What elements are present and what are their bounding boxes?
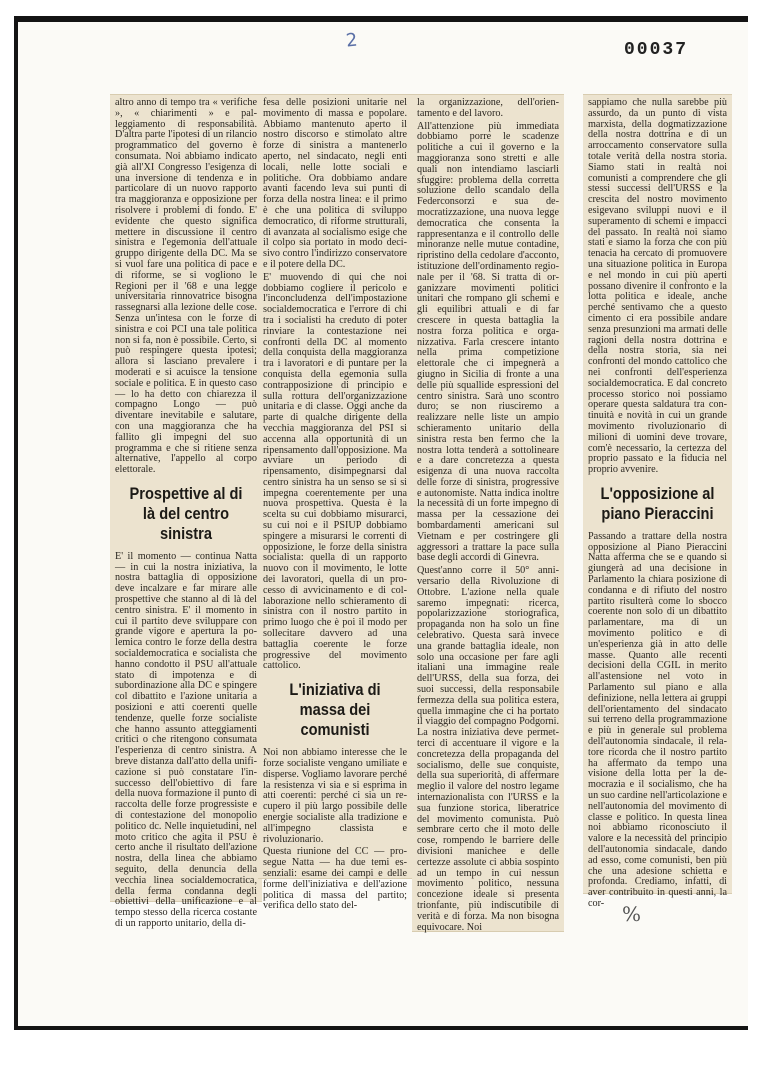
column-2-paragraph-2: E' muovendo di qui che noi dobbiamo cogliere il pericolo e l'inconcludenza dell'impostazione socialdemocratica e l'errore di chi tra i socialisti ha creduto di poter rinviare la contestazione nei confronti della DC al momento della conquista della maggioranza tra i lavoratori e di puntare per la conquista della egemonia sulla contrapposizione di principio e sulla rottura dell'organizzazione unitaria e di classe. Oggi anche da parte di qualche dirigente della vecchia maggioranza del PSI si accenna alla opportunità di un ripensamento dall'opposizione. Ma avviare un periodo di ripensamento, disimpegnarsi dal centro sinistra ha un senso se si si impegna coerentemente per una nuova prospettiva. Questa è la scelta su cui dobbiamo misurarci, su cui noi e il PSIUP dobbiamo spingere a misurarsi le correnti di opposizione, le forze della sinistra socialista: quella di un rapporto nuovo con il movimento, le lotte dei lavoratori, quella di un processo di avvicinamento e di collaborazione nello schieramento di sinistra con il nostro partito in primo luogo che è poi il modo per sollecitare davvero ad una battaglia coerente le forze progressive del movimento cattolico. [263,271,407,672]
column-3-paragraph-2: All'attenzione più immediata dobbiamo porre le scadenze politiche a cui il governo e la maggioranza sono stretti e alle quali non intendiamo lasciarli sfuggire: problema della corretta soluzione dello scandalo della Federconsorzi e sua democratizzazione, una nuova legge democratica che consenta la rappresentanza e il controllo delle minoranze nelle mutue contadine, ripristino della cedolare d'acconto, istituzione dell'ordinamento regionale per il '68. Si tratta di organizzare movimenti politici unitari che rompano gli schemi e gli equilibri attuali e di far crescere in questa battaglia la nostra forza politica e organizzativa. Farla crescere intanto nella prima competizione elettorale che ci impegnerà a giugno in Sicilia di fronte a una delle più squallide espressioni del centro sinistra. Sarà uno scontro duro; se non riusciremo a realizzare nelle liste un ampio schieramento unitario della sinistra resta ben fermo che la nostra lotta tenderà a sottolineare e a dare concretezza a questa esigenza di una nuova raccolta delle forze di sinistra, progressive e autonomiste. Natta indica inoltre la necessità di un forte impegno di massa per la cessazione dei bombardamenti americani sul Vietnam e per costringere gli aggressori a trattare la pace sulla base degli accordi di Ginevra. [417,120,559,564]
column-3-paragraph-1: la organizzazione, dell'orientamento e del lavoro. [417,97,559,119]
column-2-paragraph-1: fesa delle posizioni unitarie nel movimento di massa e popolare. Abbiamo mantenuto aperto il nostro discorso e stimolato altre forze di sinistra a mantenerlo aperto, nel sindacato, negli enti locali, nelle lotte sociali e politiche. Ora dobbiamo andare avanti facendo leva sui punti di forza della nostra linea: e il primo è che una politica di sviluppo democratico, di riforme strutturali, di avanzata al socialismo esige che il colpo sia portato in modo decisivo contro l'indirizzo conservatore e il potere della DC. [263,97,407,270]
column-4-heading: L'opposizione al piano Pieraccini [600,483,715,523]
column-2-heading: L'iniziativa di massa dei comunisti [289,680,381,740]
newspaper-column-2 [258,94,412,912]
column-3-paragraph-3: Quest'anno corre il 50° anniversario della Rivoluzione di Ottobre. L'azione nella quale saremo impegnati: ricerca, popolarizzazione storiografica, propaganda non ha solo un fine celebrativo. Questa sarà invece una grande battaglia ideale, non solo una occasione per fare agli italiani una immagine reale dell'URSS, della sua forza, dei suoi successi, della responsabile fermezza della sua politica estera, quella immagine che ci ha portato il viaggio del compagno Podgorni. La nostra iniziativa deve permetterci di accentuare il vigore e la concretezza della propaganda del socialismo, delle sue conquiste, della sua superiorità, di affermare meglio il valore del nostro legame internazionalista con l'URSS e la sua funzione storica, liberatrice del movimento comunista. Può sembrare certo che il moto delle cose, rompendo le barriere delle divisioni manichee e delle certezze assolute ci abbia sospinto ad un tempo in cui nessun movimento politico, nessuna concezione ideale si presenta trionfante, più indiscutibile di verità e di forza. Ma non bisogna equivocare. Noi [417,565,559,933]
archive-number: 00037 [624,40,689,60]
column-1-heading: Prospettive al di là del centro sinistra [129,483,243,543]
column-2-paragraph-4: Questa riunione del CC — prosegue Natta — ha due temi essenziali: esame dei campi e delle forme dell'iniziativa e dell'azione politica di massa del partito; verifica dello stato del- [263,846,407,912]
column-4-paragraph-2: Passando a trattare della nostra opposizione al Piano Pieraccini Natta afferma che se e quando si giungerà ad una decisione in Parlamento la chiara posizione di condanna e di rifiuto del nostro partito risulterà come lo sbocco coerente non solo di un dibattito parlamentare, ma di un movimento politico e di un'esperienza già in atto delle masse. Quanto alle recenti decisioni della CGIL in merito all'astensione nel voto in Parlamento sul piano e alla definizione, nella lettera ai gruppi dell'orientamento del sindacato sui terreno della programmazione e più in generale sul problema dell'autonomia sindacale, il relatore ricorda che il nostro partito ha affermato da tempo una visione della lotta per la democrazia e il socialismo, che ha un suo cardine nell'articolazione e nell'autonomia del movimento di classe e politico. In questa linea noi abbiamo riconosciuto il valore e la necessità del principio dell'autonomia sindacale, dando ad esso, come comunisti, ben più che una adesione schietta e profonda. Crediamo, infatti, di aver contribuito in questi anni, la cor- [588,530,727,909]
handwritten-page-number: 2 [344,29,359,52]
newspaper-column-3 [412,94,564,932]
column-1-paragraph-1: altro anno di tempo tra « verifiche », « chiarimenti » e palleggiamento di responsabilità. D'altra parte l'ipotesi di un rilancio programmatico del governo è consumata. Noi abbiamo indicato già all'XI Congresso l'esigenza di una inversione di tendenza e in particolare di un nuovo rapporto tra maggioranza e opposizione per risolvere i problemi di fondo. E' evidente che questo significa mettere in discussione il centro sinistra e l'egemonia dell'attuale gruppo dirigente della DC. Ma se si vuol fare una politica di pace e di riforme, se si vogliono le Regioni per il '68 e una legge universitaria rinnovatrice bisogna rassegnarsi alla lezione delle cose. Senza un'intesa con le forze di sinistra e coi PCI una tale politica non si fa, non è possibile. Certo, si può respingere questa ipotesi; allora si lasciano prevalere i moderati e si acuisce la tensione sociale e politica. E in questo caso — lo ha detto con chiarezza il compagno Longo — può diventare inevitabile e salutare, con una maggioranza che ha fallito gli impegni del suo programma e che si ritiene senza alternative, l'appello al corpo elettorale. [115,97,257,476]
column-4-paragraph-1: sappiamo che nulla sarebbe più assurdo, da un punto di vista marxista, della dogmatizzazione della nostra dottrina e di un arroccamento conservatore sulla totale verità della nostra storia. Siamo stati in realtà noi comunisti a comprendere che gli stessi successi dell'URSS e la crescita del nostro movimento esigevano sviluppi nuovi e il superamento di schemi e impacci del passato. In realtà noi siamo stati e siamo la forza che con più tenacia ha cercato di promuovere una situazione politica in Europa e nel mondo in cui più aperti possano divenire il confronto e la lotta politica e ideale, anche perché sentivamo che a questo cimento ci era possibile andare senza presunzioni ma armati delle ragioni della nostra dottrina e della nostra storia, sia nei confronti del mondo cattolico che nei confronti dell'esperienza socialdemocratica. E dal concreto processo storico noi possiamo operare questa saldatura tra continuità e novità in cui un grande movimento rivoluzionario di milioni di uomini deve trovare, com'è necessario, la certezza del proprio passato e la fiducia nel proprio avvenire. [588,97,727,476]
handwritten-mark: % [622,902,642,926]
column-1-paragraph-2: E' il momento — continua Natta — in cui la nostra iniziativa, la nostra battaglia di opposizione deve incalzare e far mirare alle prospettive che stanno al di là del centro sinistra. E' il momento in cui il partito deve sviluppare con grande vigore e apertura la polemica contro le forze della destra socialdemocratica e socialista che hanno condotto il PSU all'attuale stato di impotenza e di subordinazione alla DC e spingere col dibattito e l'azione unitaria a posizioni e atti coerenti quelle tendenze, quelle forze socialiste che hanno assunto atteggiamenti critici o che ritengono consumata l'esperienza di centro sinistra. A breve distanza dall'atto della unificazione si può constatare l'insuccesso dell'obiettivo di fare della nuova formazione il punto di raccolta delle forze progressiste e di contestazione del monopolio politico dc. Nelle inquietudini, nel moto critico che agita il PSU è certo anche il risultato dell'azione nostra, della linea che abbiamo seguito, della denuncia della vecchia linea socialdemocratica, della ferma condanna degli obiettivi della unificazione e al tempo stesso della ricerca costante di un rapporto unitario, della di- [115,550,257,929]
newspaper-column-4 [583,94,732,909]
newspaper-column-1 [110,94,262,929]
column-2-paragraph-3: Noi non abbiamo interesse che le forze socialiste vengano umiliate e disperse. Vogliamo lavorare perché la resistenza vi sia e si esprima in atti coerenti: perché ci sia un recupero il più largo possibile delle energie socialiste alla tradizione e all'impegno classista e rivoluzionario. [263,747,407,845]
